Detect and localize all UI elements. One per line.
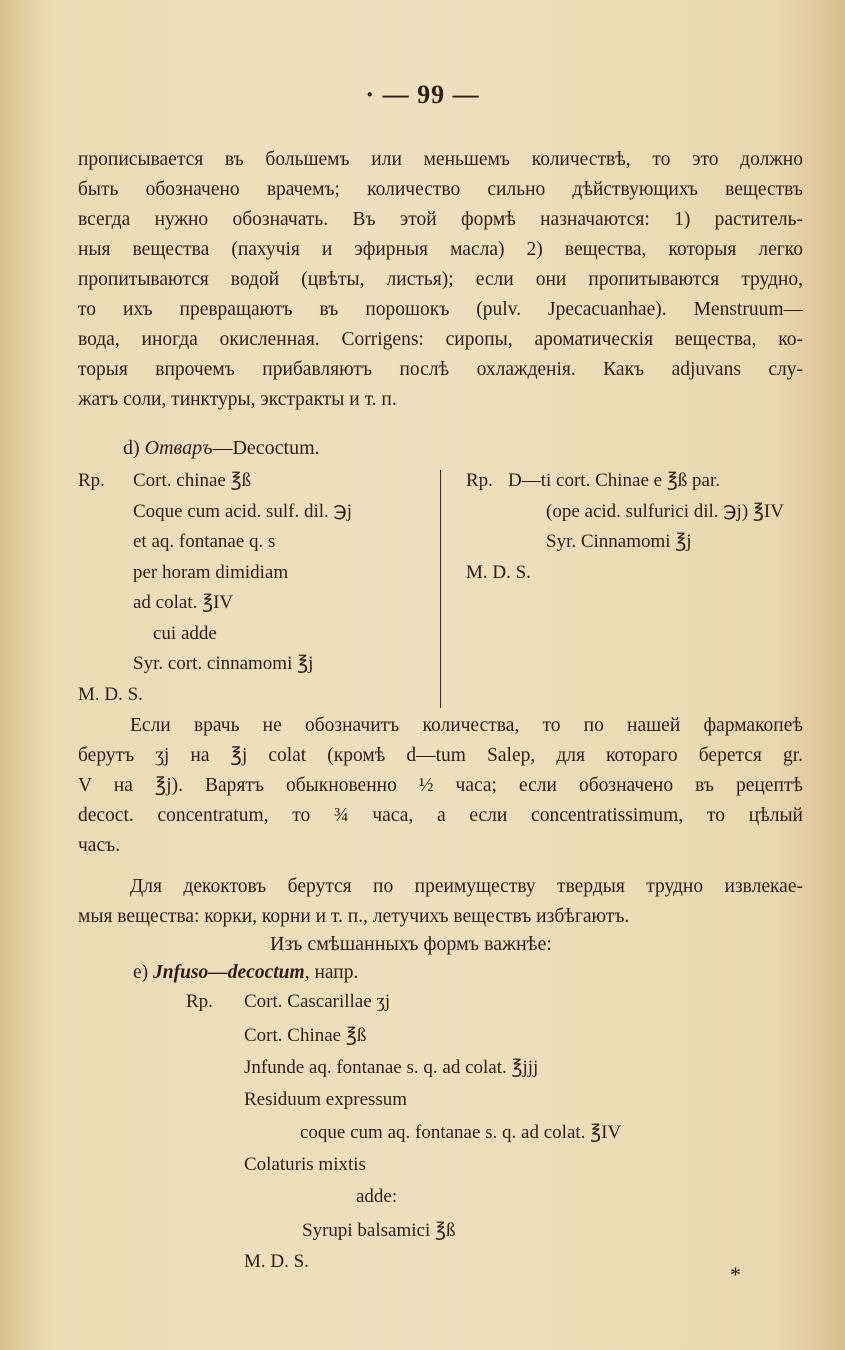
recipe-marker: Rp.	[186, 991, 213, 1012]
section-e-letter: e)	[133, 962, 149, 983]
recipe-text: cui adde	[153, 622, 217, 644]
recipe-line	[186, 1186, 786, 1219]
recipe-line	[186, 1056, 786, 1089]
recipe-line	[186, 1251, 786, 1284]
recipe-line	[78, 558, 438, 589]
recipe-line	[186, 991, 786, 1024]
recipe-line	[186, 1089, 786, 1122]
recipe-line	[466, 558, 826, 589]
section-d-heading	[123, 437, 320, 460]
text-line: то ихъ превращаютъ въ порошокъ (pulv. Jpecacuanhae). Menstruum—	[78, 299, 803, 320]
text-line: торыя впрочемъ прибавляютъ послѣ охлажденія. Какъ adjuvans слу-	[78, 359, 803, 380]
recipe-text: (ope acid. sulfurici dil. ℈j) ℥IV	[546, 500, 784, 522]
text-line: часъ.	[78, 835, 121, 856]
recipe-text: Cort. Cascarillae ʒj	[244, 991, 391, 1012]
recipe-line	[186, 1219, 786, 1252]
recipe-line	[78, 527, 438, 558]
recipe-text: M. D. S.	[78, 683, 143, 705]
recipe-text: per horam dimidiam	[133, 561, 289, 583]
recipe-text: adde:	[356, 1186, 398, 1207]
section-d-latin: Decoctum.	[232, 437, 320, 459]
text-line: быть обозначено врачемъ; количество сильно дѣйствующихъ веществъ	[78, 179, 803, 200]
section-e-heading	[133, 962, 358, 984]
recipe-text: et aq. fontanae q. s	[133, 531, 276, 552]
recipe-right	[466, 466, 826, 588]
recipe-line	[186, 1024, 786, 1057]
recipe-text: Syr. Cinnamomi ℥j	[546, 531, 692, 552]
recipe-text: Coque cum acid. sulf. dil. ℈j	[133, 500, 353, 522]
paragraph-decoction-materials	[78, 872, 803, 932]
recipe-text: Colaturis mixtis	[244, 1153, 366, 1175]
text-line: мыя вещества: корки, корни и т. п., летучихъ веществъ избѣгаютъ.	[78, 906, 630, 927]
recipe-text: M. D. S.	[244, 1251, 309, 1272]
text-line: V на ℥j). Варятъ обыкновенно ½ часа; если обозначено въ рецептѣ	[78, 775, 803, 796]
recipe-text: Cort. Chinae ℥ß	[244, 1024, 367, 1046]
text-line: ныя вещества (пахучія и эфирныя масла) 2) вещества, которыя легко	[78, 239, 803, 260]
text-line: прописывается въ большемъ или меньшемъ количествѣ, то это должно	[78, 149, 803, 170]
column-divider	[440, 470, 441, 708]
recipe-line	[466, 466, 826, 497]
recipe-line	[186, 1154, 786, 1187]
recipe-infuso-decoctum	[186, 991, 786, 1284]
recipe-text: ad colat. ℥IV	[133, 592, 234, 613]
recipe-text: Jnfunde aq. fontanae s. q. ad colat. ℥jjj	[244, 1057, 539, 1078]
recipe-line	[466, 497, 826, 528]
text-line: пропитываются водой (цвѣты, листья); если они пропитываются трудно,	[78, 269, 803, 290]
text-line: Для декоктовъ берутся по преимуществу твердыя трудно извлекае-	[130, 876, 803, 897]
section-d-dash: —	[212, 437, 233, 459]
text-line: жатъ соли, тинктуры, экстракты и т. п.	[78, 389, 397, 410]
recipe-text: Syr. cort. cinnamomi ℥j	[133, 653, 314, 674]
text-line: всегда нужно обозначать. Въ этой формѣ назначаются: 1) раститель-	[78, 209, 803, 230]
recipe-text: coque cum aq. fontanae s. q. ad colat. ℥IV	[300, 1122, 622, 1143]
recipe-marker: M. D. S.	[466, 561, 531, 583]
recipe-text: D—ti cort. Chinae e ℥ß par.	[508, 470, 721, 491]
text-line: вода, иногда окисленная. Corrigens: сиропы, ароматическія вещества, ко-	[78, 329, 803, 350]
section-d-letter: d)	[123, 437, 140, 459]
recipe-marker: Rp.	[78, 470, 105, 491]
recipe-line	[78, 588, 438, 619]
recipe-marker: Rp.	[466, 470, 493, 491]
paragraph-decoction-quantity	[78, 711, 803, 861]
text-line: Если врачь не обозначитъ количества, то по нашей фармакопеѣ	[130, 715, 803, 736]
section-e-latin: Jnfuso—decoctum	[153, 962, 305, 983]
text-line: decoct. concentratum, то ¾ часа, а если concentratissimum, то цѣлый	[78, 805, 803, 826]
recipe-text: Syrupi balsamici ℥ß	[302, 1219, 456, 1241]
section-d-russian: Отваръ	[144, 437, 213, 459]
recipe-line	[78, 497, 438, 528]
recipe-line	[78, 619, 438, 650]
recipe-left	[78, 466, 438, 710]
recipe-line	[78, 680, 438, 711]
recipe-line	[466, 527, 826, 558]
recipe-line	[186, 1121, 786, 1154]
recipe-line	[78, 466, 438, 497]
page-number: · — 99 —	[365, 80, 480, 109]
section-e-rest: , напр.	[304, 962, 359, 983]
recipe-line	[78, 649, 438, 680]
paragraph-infusion	[78, 145, 803, 415]
recipe-text: Cort. chinae ℥ß	[133, 470, 252, 491]
recipe-text: Residuum expressum	[244, 1088, 408, 1110]
signature-mark: *	[730, 1262, 741, 1287]
text-line: берутъ ʒj на ℥j colat (кромѣ d—tum Salep, для котораго берется gr.	[78, 745, 803, 766]
mixed-forms-heading: Изъ смѣшанныхъ формъ важнѣе:	[270, 933, 552, 955]
